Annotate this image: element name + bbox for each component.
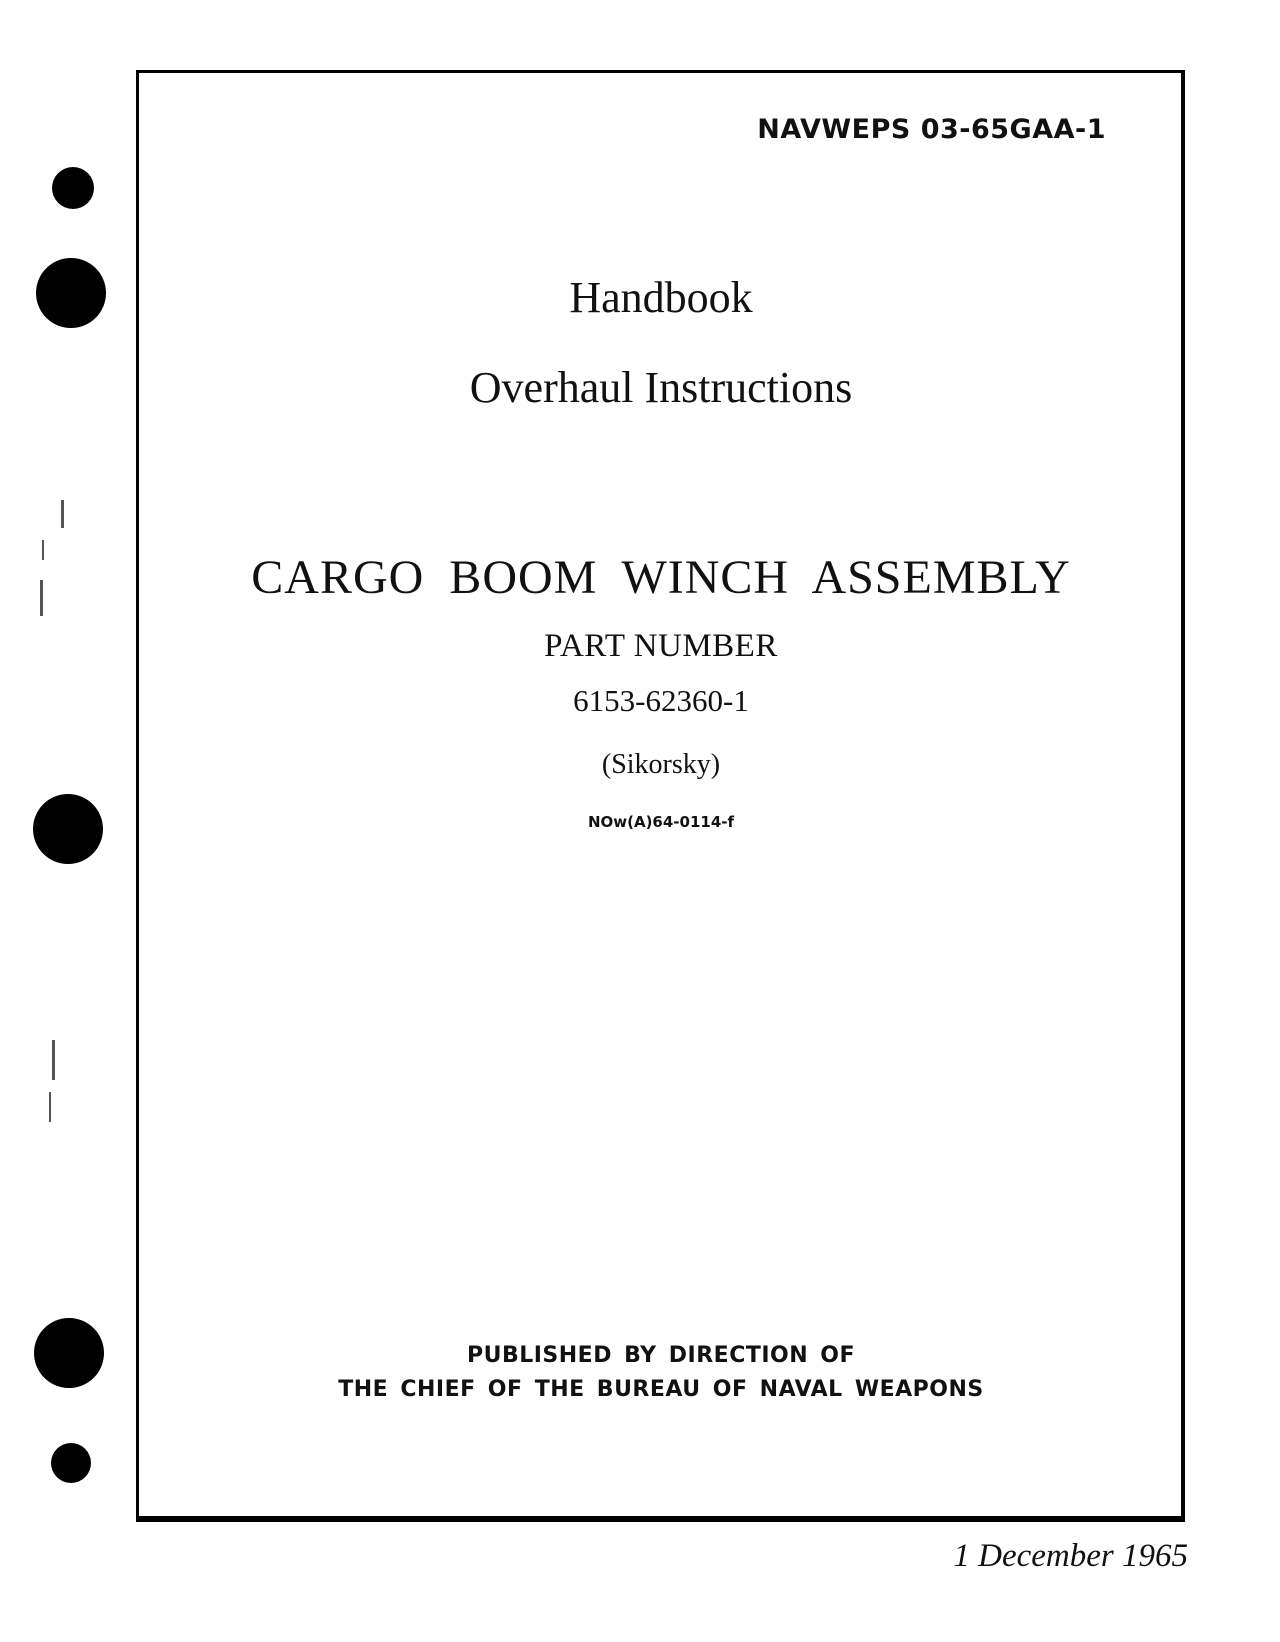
binder-hole	[51, 1443, 91, 1483]
publication-date: 1 December 1965	[953, 1538, 1188, 1574]
equipment-title: CARGO BOOM WINCH ASSEMBLY	[251, 551, 1071, 604]
handbook-title: Handbook	[569, 273, 753, 322]
scan-mark	[49, 1092, 51, 1122]
publisher-line-2: THE CHIEF OF THE BUREAU OF NAVAL WEAPONS	[338, 1377, 984, 1402]
contract-number: NOw(A)64-0114-f	[587, 813, 735, 831]
binder-hole	[52, 167, 94, 209]
scan-mark	[61, 500, 64, 528]
part-number-label: PART NUMBER	[544, 628, 778, 664]
document-number: NAVWEPS 03-65GAA-1	[757, 114, 1106, 145]
publisher-line-1: PUBLISHED BY DIRECTION OF	[466, 1343, 856, 1368]
part-number: 6153-62360-1	[573, 683, 749, 718]
scan-mark	[52, 1040, 55, 1080]
overhaul-subtitle: Overhaul Instructions	[469, 363, 853, 412]
manufacturer: (Sikorsky)	[601, 749, 721, 780]
